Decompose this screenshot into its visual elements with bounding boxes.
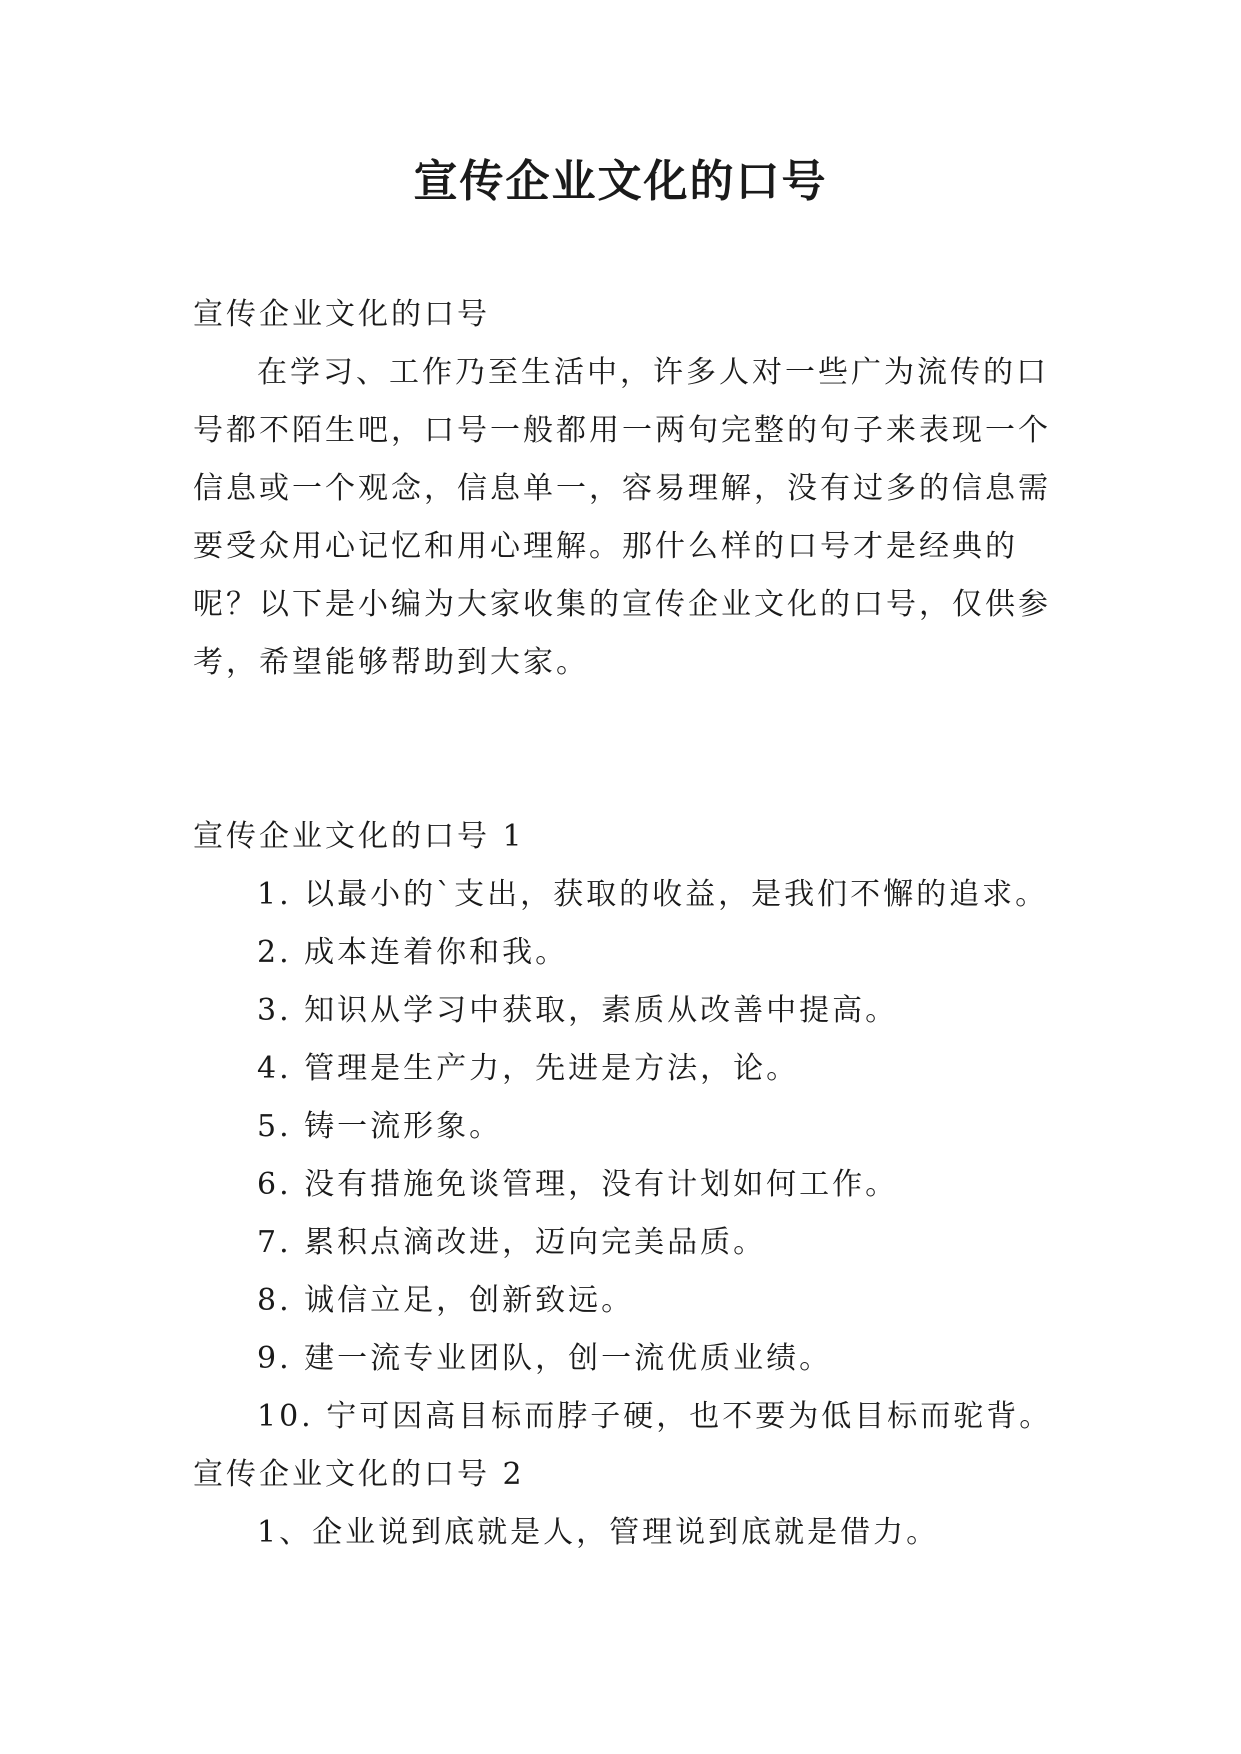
document-title: 宣传企业文化的口号	[413, 156, 828, 207]
slogan-item: 3. 知识从学习中获取，素质从改善中提高。	[257, 993, 899, 1028]
subtitle: 宣传企业文化的口号	[193, 297, 490, 332]
slogan-item: 7. 累积点滴改进，迈向完美品质。	[257, 1225, 767, 1260]
slogan-item: 1、企业说到底就是人，管理说到底就是借力。	[257, 1515, 940, 1550]
slogan-item: 9. 建一流专业团队，创一流优质业绩。	[257, 1341, 833, 1376]
intro-line: 信息或一个观念，信息单一，容易理解，没有过多的信息需	[193, 471, 1051, 506]
intro-line: 要受众用心记忆和用心理解。那什么样的口号才是经典的	[193, 529, 1018, 564]
paragraph-gap	[193, 692, 1061, 808]
intro-line: 在学习、工作乃至生活中，许多人对一些广为流传的口	[257, 355, 1049, 390]
document-body	[193, 286, 1061, 1562]
intro-line: 考，希望能够帮助到大家。	[193, 645, 589, 680]
slogan-item: 1. 以最小的`支出，获取的收益，是我们不懈的追求。	[257, 877, 1049, 912]
slogan-item: 6. 没有措施免谈管理，没有计划如何工作。	[257, 1167, 899, 1202]
intro-line: 号都不陌生吧，口号一般都用一两句完整的句子来表现一个	[193, 413, 1051, 448]
intro-line: 呢？以下是小编为大家收集的宣传企业文化的口号，仅供参	[193, 587, 1051, 622]
section-heading-2: 宣传企业文化的口号 2	[193, 1457, 525, 1492]
slogan-item: 5. 铸一流形象。	[257, 1109, 503, 1144]
slogan-item: 8. 诚信立足，创新致远。	[257, 1283, 635, 1318]
slogan-item: 4. 管理是生产力，先进是方法，论。	[257, 1051, 800, 1086]
slogan-item: 2. 成本连着你和我。	[257, 935, 569, 970]
slogan-item: 10. 宁可因高目标而脖子硬，也不要为低目标而驼背。	[257, 1399, 1053, 1434]
section-heading-1: 宣传企业文化的口号 1	[193, 819, 525, 854]
